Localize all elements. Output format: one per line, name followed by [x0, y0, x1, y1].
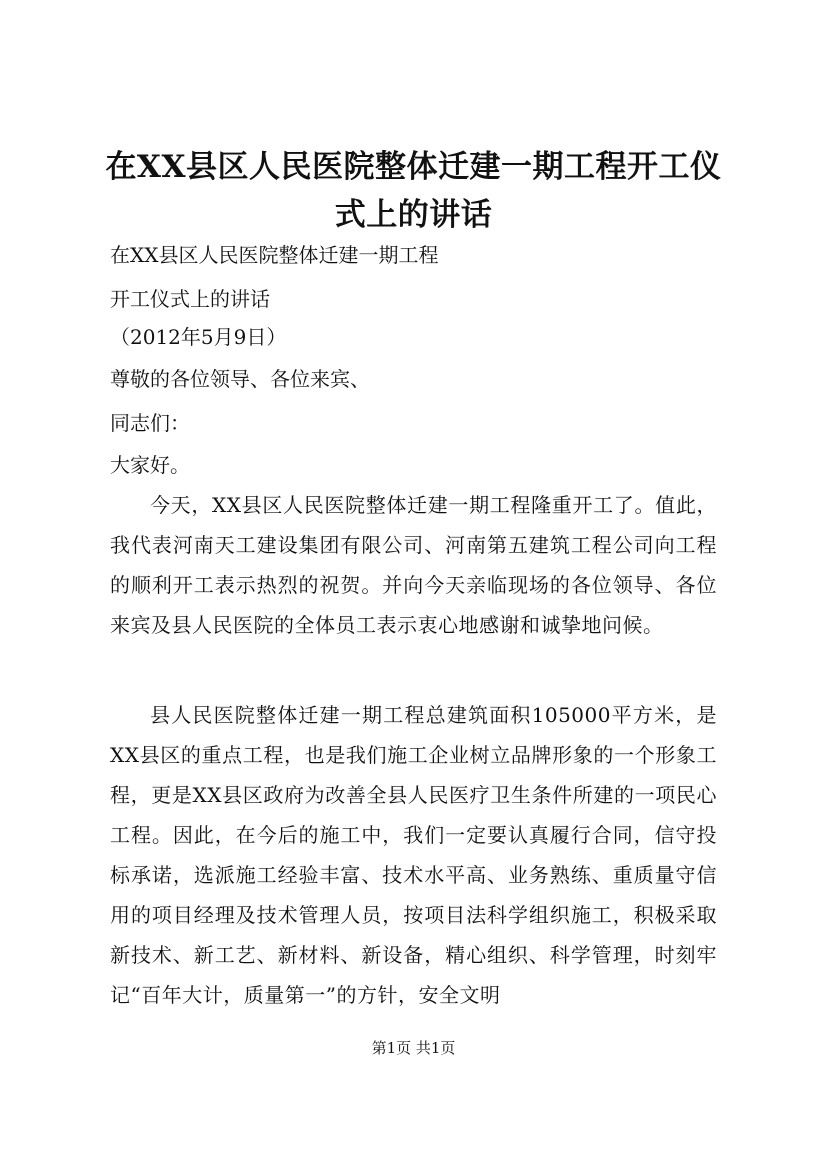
heading-line-1: 在XX县区人民医院整体迁建一期工程: [110, 243, 439, 267]
greeting-line: 大家好。: [110, 453, 190, 477]
body-paragraph-2: 县人民医院整体迁建一期工程总建筑面积105000平方米，是XX县区的重点工程，也是我们施工企业树立品牌形象的一个形象工程，更是XX县区政府为改善全县人民医疗卫生条件所建的一项民心工程。因此，在今后的施工中，我们一定要认真履行合同，信守投标承诺，选派施工经验丰富、技术水平高、业务熟练、重质量守信用的项目经理及技术管理人员，按项目法科学组织施工，积极采取新技术、新工艺、新材料、新设备，精心组织、科学管理，时刻牢记“百年大计，质量第一”的方针，安全文明: [110, 703, 717, 1007]
speech-date: （2012年5月9日）: [110, 325, 287, 349]
body-paragraph-1: 今天，XX县区人民医院整体迁建一期工程隆重开工了。值此，我代表河南天工建设集团有限公司、河南第五建筑工程公司向工程的顺利开工表示热烈的祝贺。并向今天亲临现场的各位领导、各位来宾及县人民医院的全体员工表示衷心地感谢和诚挚地问候。: [110, 493, 717, 637]
salutation-line-2: 同志们：: [110, 411, 190, 435]
page-footer: 第1页 共1页: [371, 1039, 456, 1057]
document-title: 在XX县区人民医院整体迁建一期工程开工仪式上的讲话: [105, 149, 722, 233]
salutation-line-1: 尊敬的各位领导、各位来宾、: [110, 367, 370, 391]
heading-line-2: 开工仪式上的讲话: [110, 287, 270, 311]
